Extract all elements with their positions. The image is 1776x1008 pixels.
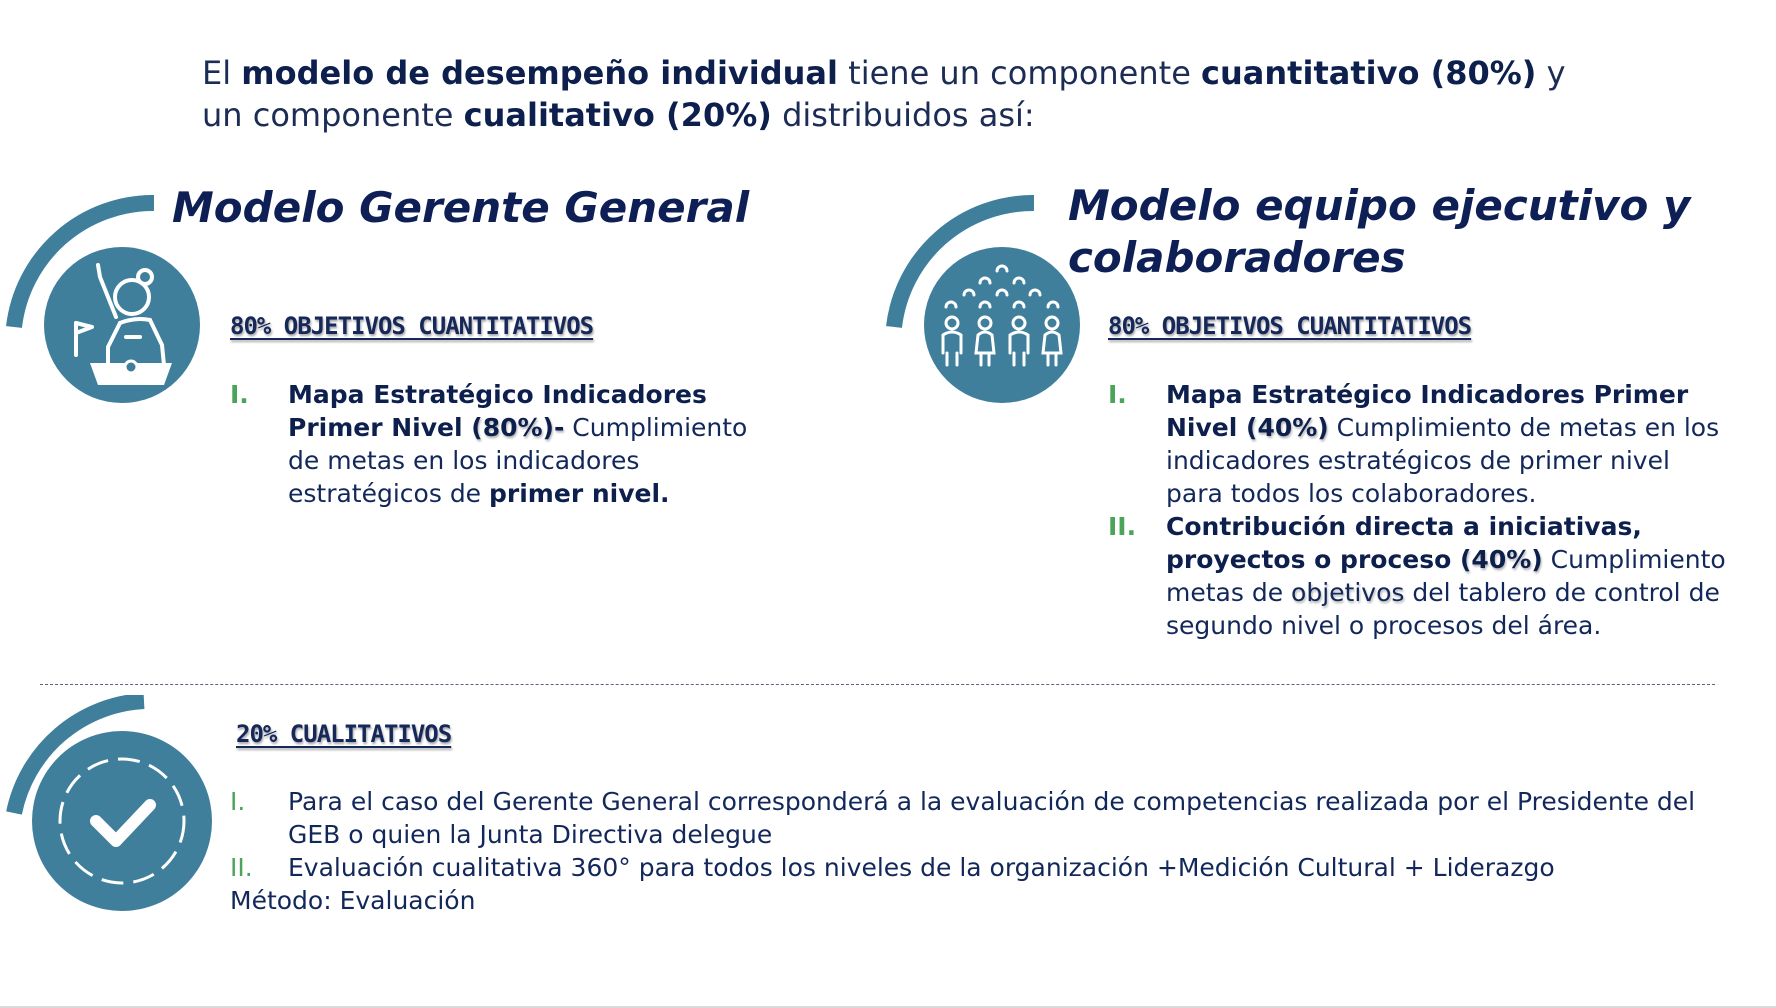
list-item: II. Evaluación cualitativa 360° para todos los niveles de la organización +Medición Cultural + Liderazgo [230, 853, 1555, 882]
intro-bold-qual: cualitativo (20%) [463, 96, 772, 134]
list-numeral: II. [1108, 512, 1137, 541]
list-numeral: I. [1108, 380, 1127, 409]
left-list [230, 378, 770, 510]
list-item: I. Mapa Estratégico Indicadores Primer Nivel (80%)- Cumplimiento de metas en los indicadores estratégicos de primer nivel. [230, 380, 748, 508]
right-section-heading: 80% OBJETIVOS CUANTITATIVOS [1108, 312, 1472, 340]
right-model-title: Modelo equipo ejecutivo y colaboradores [1068, 181, 1691, 282]
list-numeral: I. [230, 787, 246, 816]
people-group-icon [880, 195, 1100, 415]
checkmark-icon [0, 695, 220, 915]
method-line: Método: Evaluación [230, 886, 476, 915]
right-list [1108, 378, 1728, 642]
list-item: II. Contribución directa a iniciativas, proyectos o proceso (40%) Cumplimiento metas de objetivos del tablero de control de segundo nivel o procesos del área. [1108, 512, 1726, 640]
left-section-heading: 80% OBJETIVOS CUANTITATIVOS [230, 312, 594, 340]
list-numeral: I. [230, 380, 249, 409]
intro-bold-model: modelo de desempeño individual [241, 54, 838, 92]
left-model-title: Modelo Gerente General [172, 183, 750, 232]
list-item: I. Para el caso del Gerente General corresponderá a la evaluación de competencias realizada por el Presidente del GEB o quien la Junta Directiva delegue [230, 787, 1696, 849]
intro-paragraph: El modelo de desempeño individual tiene un componente cuantitativo (80%) y un componente cualitativo (20%) distribuidos así: [202, 54, 1566, 134]
list-item: I. Mapa Estratégico Indicadores Primer Nivel (40%) Cumplimiento de metas en los indicadores estratégicos de primer nivel para todos los colaboradores. [1108, 380, 1720, 508]
dashed-divider [40, 684, 1715, 685]
bottom-section-heading: 20% CUALITATIVOS [236, 720, 452, 748]
bottom-list [230, 785, 1710, 917]
intro-bold-quant: cuantitativo (80%) [1201, 54, 1537, 92]
list-numeral: II. [230, 853, 253, 882]
